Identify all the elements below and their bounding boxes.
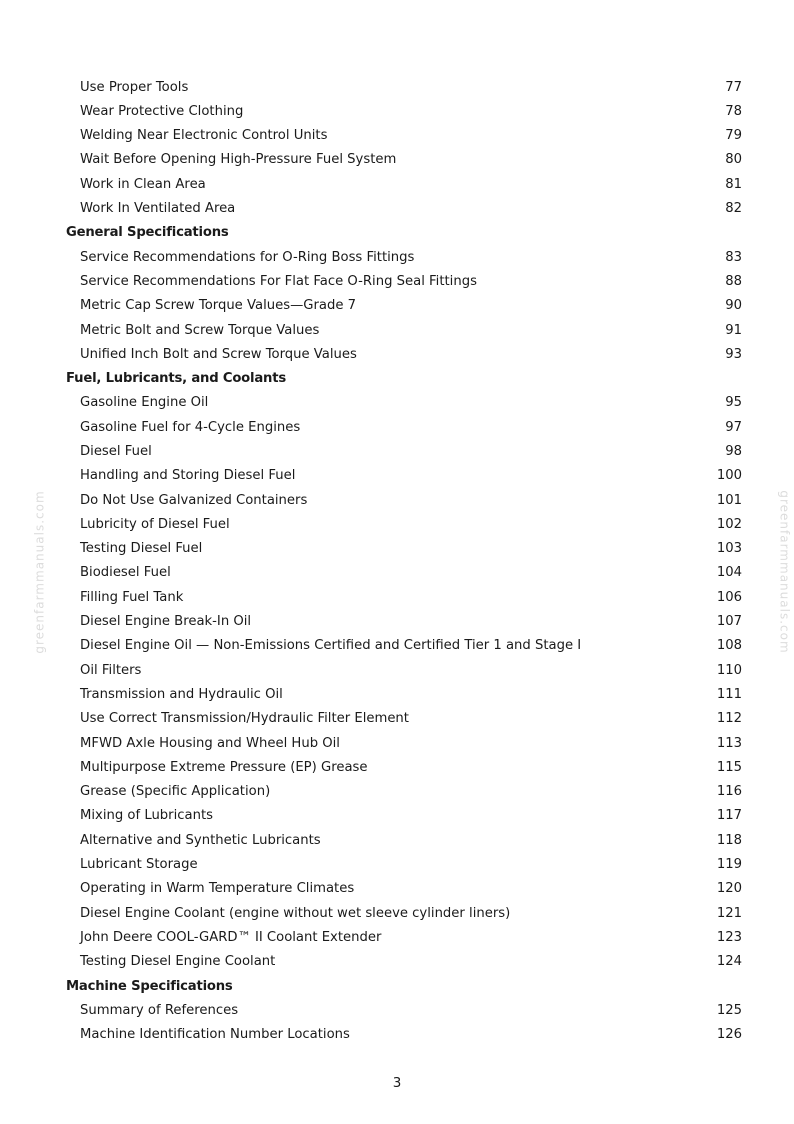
toc-entry[interactable] — [66, 124, 742, 148]
toc-entry-title: Biodiesel Fuel — [80, 565, 171, 581]
toc-entry-page: 113 — [716, 735, 742, 751]
toc-entry[interactable] — [66, 512, 742, 536]
toc-entry-title: Wear Protective Clothing — [80, 103, 244, 119]
toc-entry-title: Metric Bolt and Screw Torque Values — [80, 322, 320, 338]
toc-entry[interactable] — [66, 658, 742, 682]
toc-entry-page: 90 — [725, 298, 742, 314]
toc-entry-page: 93 — [725, 346, 742, 362]
toc-entry[interactable] — [66, 780, 742, 804]
toc-entry[interactable] — [66, 804, 742, 828]
toc-entry[interactable] — [66, 391, 742, 415]
toc-entry-title: Lubricant Storage — [80, 857, 198, 873]
toc-entry[interactable] — [66, 682, 742, 706]
toc-section-heading — [66, 367, 742, 391]
toc-entry-title: Work in Clean Area — [80, 176, 206, 192]
toc-entry-title: Machine Specifications — [66, 978, 233, 994]
toc-entry[interactable] — [66, 439, 742, 463]
toc-entry-page: 121 — [716, 905, 742, 921]
toc-entry-title: Unified Inch Bolt and Screw Torque Values — [80, 346, 357, 362]
toc-entry[interactable] — [66, 415, 742, 439]
toc-entry-page: 111 — [716, 686, 742, 702]
toc-entry[interactable] — [66, 998, 742, 1022]
toc-entry-title: Gasoline Engine Oil — [80, 395, 209, 411]
toc-entry[interactable] — [66, 172, 742, 196]
toc-entry[interactable] — [66, 731, 742, 755]
toc-entry[interactable] — [66, 925, 742, 949]
toc-entry-title: Use Proper Tools — [80, 79, 189, 95]
toc-entry[interactable] — [66, 537, 742, 561]
toc-entry-title: MFWD Axle Housing and Wheel Hub Oil — [80, 735, 340, 751]
toc-entry-page: 110 — [716, 662, 742, 678]
toc-entry[interactable] — [66, 901, 742, 925]
toc-entry-page: 103 — [716, 541, 742, 557]
toc-entry-title: Do Not Use Galvanized Containers — [80, 492, 308, 508]
toc-entry-page: 81 — [725, 176, 742, 192]
toc-entry-page: 112 — [716, 711, 742, 727]
toc-entry[interactable] — [66, 828, 742, 852]
toc-entry-title: Diesel Engine Oil — Non-Emissions Certified and Certified Tier 1 and Stage I — [80, 638, 582, 654]
toc-entry-title: Fuel, Lubricants, and Coolants — [66, 371, 286, 387]
toc-entry-title: Service Recommendations For Flat Face O-Ring Seal Fittings — [80, 273, 477, 289]
toc-entry[interactable] — [66, 464, 742, 488]
toc-entry-page: 101 — [716, 492, 742, 508]
toc-entry[interactable] — [66, 853, 742, 877]
toc-entry-title: Multipurpose Extreme Pressure (EP) Grease — [80, 759, 368, 775]
toc-entry-page: 83 — [725, 249, 742, 265]
toc-entry[interactable] — [66, 488, 742, 512]
toc-entry[interactable] — [66, 99, 742, 123]
toc-entry-title: Diesel Fuel — [80, 444, 152, 459]
toc-entry[interactable] — [66, 75, 742, 99]
toc-entry-title: Use Correct Transmission/Hydraulic Filter Element — [80, 711, 409, 727]
toc-entry[interactable] — [66, 196, 742, 220]
toc-entry-title: Grease (Specific Application) — [80, 784, 271, 800]
toc-entry-title: Service Recommendations for O-Ring Boss Fittings — [80, 249, 415, 265]
toc-entry-title: General Specifications — [66, 225, 229, 241]
toc-entry[interactable] — [66, 877, 742, 901]
toc-entry-page: 91 — [725, 322, 742, 338]
toc-entry-title: Gasoline Fuel for 4-Cycle Engines — [80, 419, 301, 435]
toc-entry-title: Diesel Engine Coolant (engine without wet sleeve cylinder liners) — [80, 905, 511, 921]
toc-entry[interactable] — [66, 950, 742, 974]
toc-entry-title: John Deere COOL-GARD™ II Coolant Extender — [80, 929, 382, 945]
toc-entry-title: Machine Identification Number Locations — [80, 1027, 350, 1043]
toc-entry-page: 98 — [725, 444, 742, 459]
toc-entry-title: Lubricity of Diesel Fuel — [80, 516, 230, 532]
toc-entry[interactable] — [66, 294, 742, 318]
toc-entry[interactable] — [66, 269, 742, 293]
toc-entry[interactable] — [66, 707, 742, 731]
toc-entry[interactable] — [66, 342, 742, 366]
toc-entry-page: 79 — [725, 128, 742, 144]
toc-entry[interactable] — [66, 1023, 742, 1047]
toc-entry-title: Welding Near Electronic Control Units — [80, 128, 328, 144]
toc-entry-title: Testing Diesel Engine Coolant — [80, 954, 276, 970]
watermark-left: greenfarmmanuals.com — [32, 490, 47, 654]
toc-entry-page: 108 — [716, 638, 742, 654]
toc-entry[interactable] — [66, 610, 742, 634]
toc-entry[interactable] — [66, 755, 742, 779]
toc-entry[interactable] — [66, 561, 742, 585]
toc-entry-title: Summary of References — [80, 1002, 239, 1018]
toc-entry-page: 80 — [725, 152, 742, 168]
toc-entry-page: 117 — [716, 808, 742, 824]
toc-entry-page: 115 — [716, 759, 742, 775]
toc-entry-page: 97 — [725, 419, 742, 435]
toc-entry[interactable] — [66, 634, 742, 658]
toc-entry-page: 124 — [716, 954, 742, 970]
toc-entry-page: 123 — [716, 929, 742, 945]
toc-entry[interactable] — [66, 318, 742, 342]
toc-entry-title: Operating in Warm Temperature Climates — [80, 881, 355, 897]
page-number: 3 — [392, 1075, 402, 1091]
watermark-right: greenfarmmanuals.com — [777, 490, 792, 654]
toc-entry-page: 126 — [716, 1027, 742, 1043]
toc-entry-page: 120 — [716, 881, 742, 897]
toc-entry-page: 116 — [716, 784, 742, 800]
toc-entry-page: 88 — [725, 273, 742, 289]
toc-entry-page: 106 — [716, 589, 742, 605]
toc-entry-title: Diesel Engine Break-In Oil — [80, 614, 252, 630]
toc-entry-page: 102 — [716, 516, 742, 532]
toc-entry-page: 100 — [716, 468, 742, 484]
toc-entry[interactable] — [66, 245, 742, 269]
toc-entry-page: 118 — [716, 832, 742, 848]
toc-entry-title: Alternative and Synthetic Lubricants — [80, 832, 321, 848]
toc-entry-title: Transmission and Hydraulic Oil — [80, 686, 283, 702]
toc-entry-title: Oil Filters — [80, 662, 142, 678]
toc-entry-title: Handling and Storing Diesel Fuel — [80, 468, 296, 484]
toc-entry-title: Testing Diesel Fuel — [80, 541, 203, 557]
toc-entry-page: 119 — [716, 857, 742, 873]
toc-entry-title: Metric Cap Screw Torque Values—Grade 7 — [80, 298, 357, 314]
toc-entry-title: Wait Before Opening High-Pressure Fuel System — [80, 152, 397, 168]
toc-entry-title: Mixing of Lubricants — [80, 808, 213, 824]
toc-entry-page: 78 — [725, 103, 742, 119]
toc-entry-title: Work In Ventilated Area — [80, 201, 236, 217]
toc-entry-page: 107 — [716, 614, 742, 630]
toc-entry-page: 82 — [725, 201, 742, 217]
toc-entry-page: 95 — [725, 395, 742, 411]
toc-entry-page: 77 — [725, 79, 742, 95]
table-of-contents — [66, 75, 742, 1047]
toc-entry[interactable] — [66, 148, 742, 172]
toc-entry-page: 104 — [716, 565, 742, 581]
toc-section-heading — [66, 221, 742, 245]
toc-entry[interactable] — [66, 585, 742, 609]
toc-section-heading — [66, 974, 742, 998]
toc-entry-page: 125 — [716, 1002, 742, 1018]
toc-entry-title: Filling Fuel Tank — [80, 589, 184, 605]
